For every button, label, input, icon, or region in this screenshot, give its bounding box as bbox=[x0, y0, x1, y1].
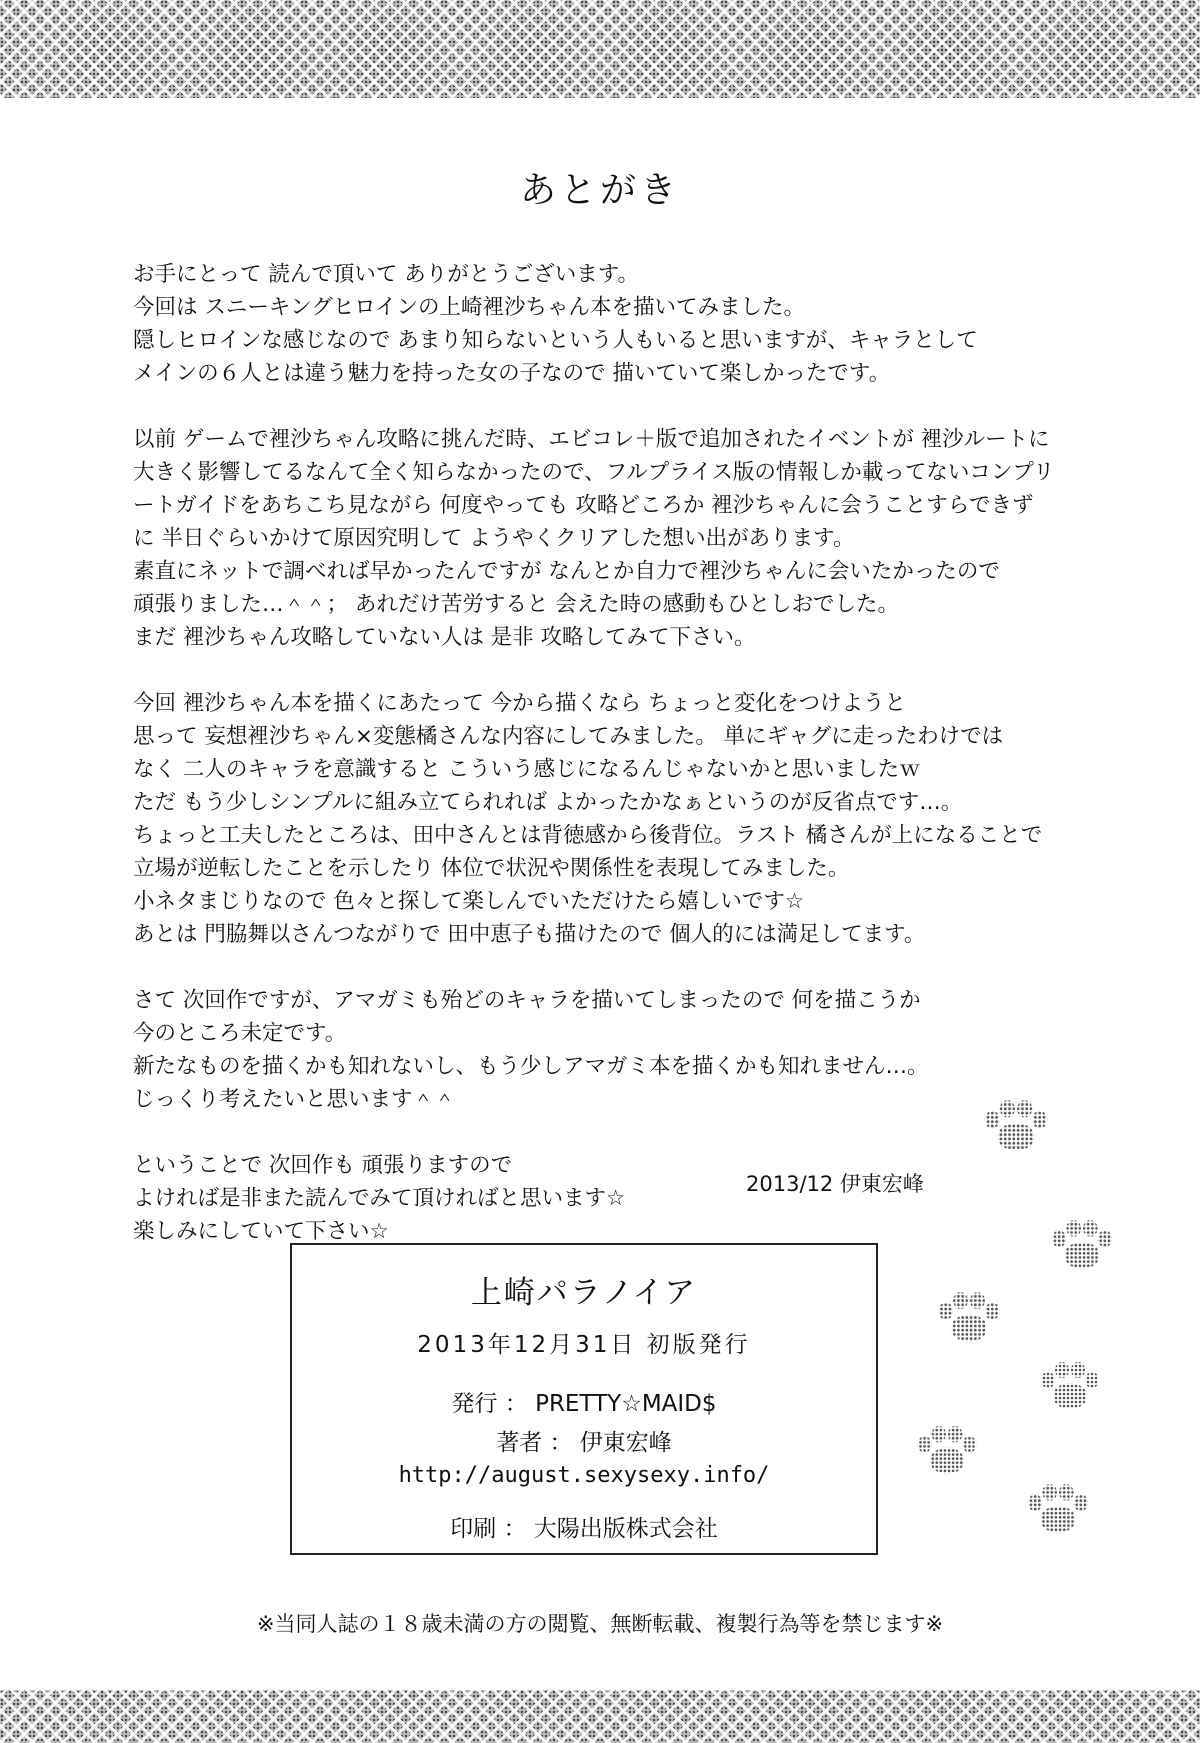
afterword-signature: 2013/12 伊東宏峰 bbox=[746, 1172, 924, 1196]
printer-line: 印刷 ： 大陽出版株式会社 bbox=[450, 1516, 718, 1542]
body-line: よければ是非また読んでみて頂ければと思います☆ bbox=[133, 1186, 626, 1211]
body-line: 楽しみにしていて下さい☆ bbox=[133, 1219, 389, 1244]
body-line: 以前 ゲームで裡沙ちゃん攻略に挑んだ時、エビコレ＋版で追加されたイベントが 裡沙ルートに bbox=[133, 427, 1050, 452]
body-line: ただ もう少しシンプルに組み立てられれば よかったかなぁというのが反省点です…。 bbox=[133, 790, 963, 815]
body-line: に 半日ぐらいかけて原因究明して ようやくクリアした想い出があります。 bbox=[133, 526, 855, 551]
age-restriction-notice: ※当同人誌の１８歳未満の方の閲覧、無断転載、複製行為等を禁じます※ bbox=[256, 1612, 944, 1636]
body-line: お手にとって 読んで頂いて ありがとうございます。 bbox=[133, 262, 640, 287]
paw-print-icon bbox=[910, 1424, 984, 1477]
body-line: 立場が逆転したことを示したり 体位で状況や関係性を表現してみました。 bbox=[133, 856, 850, 881]
afterword-paragraph-2 bbox=[133, 423, 1133, 654]
body-line: なく 二人のキャラを意識すると こういう感じになるんじゃないかと思いましたｗ bbox=[133, 757, 921, 782]
paw-print-icon bbox=[976, 1098, 1056, 1154]
body-line: 思って 妄想裡沙ちゃん×変態橘さんな内容にしてみました。 単にギャグに走ったわけでは bbox=[133, 724, 1004, 749]
body-line: ということで 次回作も 頑張りますので bbox=[133, 1153, 513, 1178]
body-line: まだ 裡沙ちゃん攻略していない人は 是非 攻略してみて下さい。 bbox=[133, 625, 756, 650]
paw-print-icon bbox=[930, 1290, 1008, 1345]
website-url: http://august.sexysexy.info/ bbox=[398, 1463, 770, 1488]
body-line: 今のところ未定です。 bbox=[133, 1021, 347, 1046]
afterword-title: あとがき bbox=[519, 170, 680, 211]
afterword-paragraph-3 bbox=[133, 687, 1133, 951]
publication-date: 2013年12月31日 初版発行 bbox=[417, 1332, 751, 1358]
body-line: 大きく影響してるなんて全く知らなかったので、フルプライス版の情報しか載ってないコンプリ bbox=[133, 460, 1055, 485]
author-line: 著者 ： 伊東宏峰 bbox=[496, 1430, 672, 1456]
body-line: じっくり考えたいと思います＾＾ bbox=[133, 1087, 456, 1112]
body-line: ートガイドをあちこち見ながら 何度やっても 攻略どころか 裡沙ちゃんに会うことすらできず bbox=[133, 493, 1034, 518]
body-line: 頑張りました…＾＾； あれだけ苦労すると 会えた時の感動もひとしおでした。 bbox=[133, 592, 899, 617]
publisher-line: 発行 ： PRETTY☆MAID$ bbox=[451, 1391, 717, 1417]
afterword-paragraph-5 bbox=[133, 1149, 1133, 1248]
body-line: メインの６人とは違う魅力を持った女の子なので 描いていて楽しかったです。 bbox=[133, 361, 891, 386]
book-title: 上崎パラノイア bbox=[470, 1275, 698, 1311]
body-line: 今回 裡沙ちゃん本を描くにあたって 今から描くなら ちょっと変化をつけようと bbox=[133, 691, 907, 716]
afterword-paragraph-1 bbox=[133, 258, 1133, 390]
body-line: 隠しヒロインな感じなので あまり知らないという人もいると思いますが、キャラとして bbox=[133, 328, 978, 353]
body-line: ちょっと工夫したところは、田中さんとは背徳感から後背位。ラスト 橘さんが上になることで bbox=[133, 823, 1043, 848]
top-decorative-band bbox=[0, 0, 1200, 98]
paw-print-icon bbox=[1034, 1360, 1106, 1412]
body-line: あとは 門脇舞以さんつながりで 田中恵子も描けたので 個人的には満足してます。 bbox=[133, 922, 926, 947]
body-line: 素直にネットで調べれば早かったんですが なんとか自力で裡沙ちゃんに会いたかったので bbox=[133, 559, 1000, 584]
body-line: さて 次回作ですが、アマガミも殆どのキャラを描いてしまったので 何を描こうか bbox=[133, 988, 921, 1013]
afterword-paragraph-4 bbox=[133, 984, 1133, 1116]
paw-print-icon bbox=[1044, 1218, 1120, 1272]
paw-print-icon bbox=[1020, 1482, 1096, 1536]
body-line: 小ネタまじりなので 色々と探して楽しんでいただけたら嬉しいです☆ bbox=[133, 889, 805, 914]
body-line: 今回は スニーキングヒロインの上崎裡沙ちゃん本を描いてみました。 bbox=[133, 295, 806, 320]
bottom-decorative-band bbox=[0, 1690, 1200, 1743]
body-line: 新たなものを描くかも知れないし、もう少しアマガミ本を描くかも知れません…。 bbox=[133, 1054, 929, 1079]
colophon-box bbox=[290, 1243, 878, 1555]
